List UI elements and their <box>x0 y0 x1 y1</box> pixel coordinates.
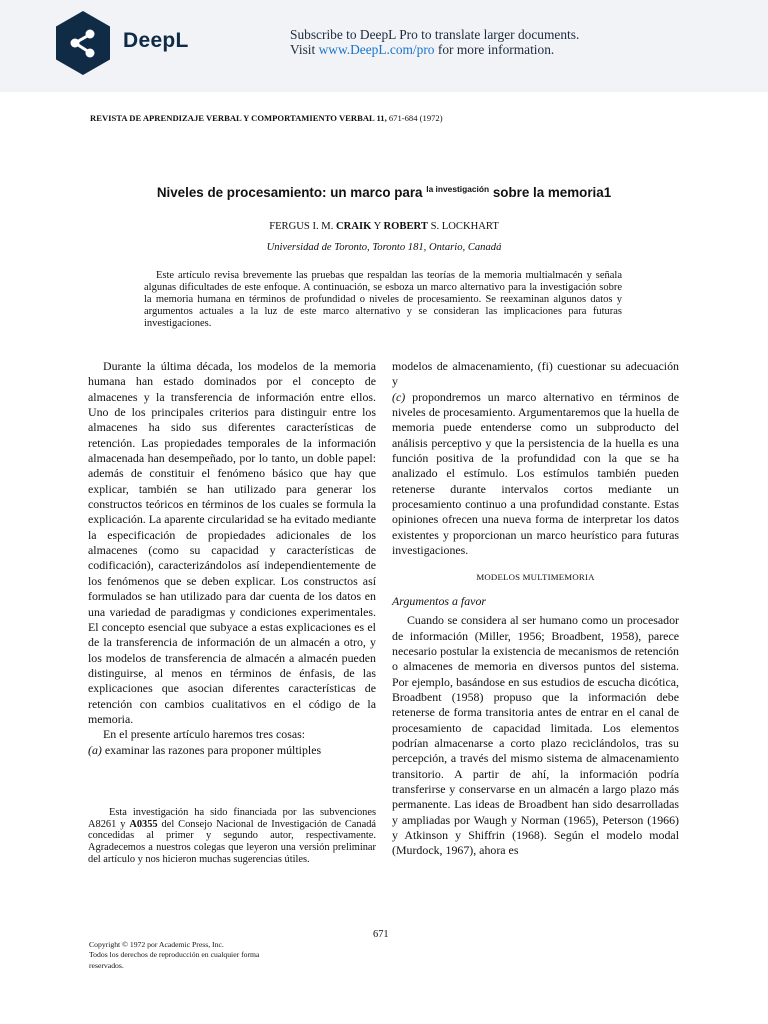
right-column <box>392 359 679 859</box>
copyright-line-1: Copyright © 1972 por Academic Press, Inc. <box>89 940 224 949</box>
promo-visit: Visit <box>290 42 316 57</box>
deepl-banner <box>0 0 768 92</box>
left-paragraph-2: En el presente artículo haremos tres cosas: <box>103 727 306 742</box>
deepl-logo-icon[interactable] <box>55 11 111 75</box>
title-part-2: sobre la memoria1 <box>492 185 612 200</box>
list-item-a <box>88 743 376 758</box>
copyright-notice <box>89 940 299 971</box>
author1-given-names: FERGUS I. M. <box>269 221 334 232</box>
section-heading: MODELOS MULTIMEMORIA <box>476 572 595 583</box>
right-paragraph-1: modelos de almacenamiento, (fi) cuestionar su adecuación y <box>392 359 679 389</box>
author2-surname: S. LOCKHART <box>430 221 499 232</box>
promo-suffix: for more information. <box>437 42 555 57</box>
list-item-a-text: examinar las razones para proponer múltiples <box>104 742 322 757</box>
authors-conjunction: Y <box>373 221 381 232</box>
copyright-line-3: reservados. <box>89 960 124 970</box>
journal-pages-year: 671-684 (1972) <box>388 113 443 123</box>
list-item-c <box>392 390 679 559</box>
article-title <box>0 184 768 200</box>
promo-line-2 <box>290 42 579 57</box>
left-paragraph-1: Durante la última década, los modelos de la memoria humana han estado dominados por el concepto de almacenes y la transferencia de información entre ellos. Uno de los principales criterios para distinguir entre los almacenes ha sido sus diferentes características de retención. Las propiedades temporales de la información almacenada han desempeñado, por lo tanto, un doble papel: además de constituir el fenómeno básico que hay que explicar, también se han utilizado para generar los constructos teóricos en términos de los cuales se formula la explicación. La aparente circularidad se ha evitado mediante la especificación de propiedades adicionales de los almacenes (como su capacidad y características de codificación), caracterizándolos así independientemente de los fenómenos que se deben explicar. Los constructos así formulados se han utilizado para dar cuenta de los datos en una variedad de paradigmas y condiciones experimentales. El concepto esencial que subyace a estas explicaciones es el de la transferencia de información de un almacén a otro, y los modelos de transferencia de almacén a almacén pueden distinguirse, al menos en términos de énfasis, de las explicaciones que asocian diferentes características de retención con cambios cualitativos en el código de la memoria. <box>88 359 376 726</box>
list-item-c-text: propondremos un marco alternativo en términos de niveles de procesamiento. Argumentaremos que la huella de memoria puede entenderse como un subproducto del análisis perceptivo y que la persistencia de la huella es una función positiva de la profundidad con la que se ha analizado el estímulo. Los estímulos también pueden retenerse durante intervalos cortos mediante un procesamiento continuo a una profundidad constante. Estas opiniones ofrecen una nueva forma de interpretar los datos existentes y proporcionan un marco heurístico para futuras investigaciones. <box>392 389 679 558</box>
journal-name: REVISTA DE APRENDIZAJE VERBAL Y COMPORTAMIENTO VERBAL 11, <box>90 113 387 123</box>
funding-footnote <box>88 807 376 866</box>
subsection-heading: Argumentos a favor <box>392 593 487 608</box>
footnote-part-1: Esta investigación ha sido financiada por las subvenciones A8261 y <box>88 807 376 830</box>
copyright-line-2: Todos los derechos de reproducción en cualquier forma <box>89 950 260 960</box>
deepl-brand-name[interactable]: DeepL <box>123 29 189 52</box>
footnote-part-2: del Consejo Nacional de Investigación de Canadá concedidas al primer y segundo autor, respectivamente. Agradecemos a nuestros colegas que leyeron una versión preliminar del artículo y nos hicieron muchas sugerencias útiles. <box>88 818 376 865</box>
title-part-1: Niveles de procesamiento: un marco para <box>156 185 423 200</box>
list-item-a-label: (a) <box>88 742 102 757</box>
author1-surname: CRAIK <box>336 221 372 232</box>
author2-given-name: ROBERT <box>383 221 428 232</box>
page-number: 671 <box>373 929 389 940</box>
abstract: Este artículo revisa brevemente las pruebas que respaldan las teorías de la memoria multialmacén y señala algunas dificultades de este enfoque. A continuación, se esboza un marco alternativo para la investigación sobre la memoria humana en términos de profundidad o niveles de procesamiento. Se reexaminan algunos datos y argumentos actuales a la luz de este marco alternativo y se consideran las implicaciones para futuras investigaciones. <box>144 270 622 330</box>
pro-promo <box>290 27 579 57</box>
list-item-c-label: (c) <box>392 389 406 404</box>
right-paragraph-2: Cuando se considera al ser humano como un procesador de información (Miller, 1956; Broadbent, 1958), parece necesario postular la existencia de mecanismos de retención o almacenes de memoria en diversos puntos del sistema. Por ejemplo, basándose en sus estudios de escucha dicótica, Broadbent (1958) propuso que la información debe retenerse de forma transitoria antes de entrar en el canal de procesamiento de capacidad limitada. Los elementos podrían almacenarse a corto plazo reciclándolos, tras su percepción, a través del mismo sistema de almacenamiento transitorio. A partir de ahí, la información podría transferirse y conservarse en un almacén a largo plazo más permanente. Las ideas de Broadbent han sido desarrolladas y ampliadas por Waugh y Norman (1965), Peterson (1966) y Atkinson y Shiffrin (1968). Según el modelo modal (Murdock, 1967), ahora es <box>392 613 679 858</box>
deepl-pro-link[interactable]: www.DeepL.com/pro <box>318 42 435 57</box>
promo-line-1: Subscribe to DeepL Pro to translate larger documents. <box>290 27 580 42</box>
left-column <box>88 359 376 758</box>
affiliation: Universidad de Toronto, Toronto 181, Ontario, Canadá <box>266 242 502 253</box>
footnote-grant-number: A0355 <box>129 818 158 830</box>
journal-header <box>90 113 443 123</box>
authors-line <box>0 221 768 232</box>
title-superscript: la investigación <box>426 184 490 194</box>
